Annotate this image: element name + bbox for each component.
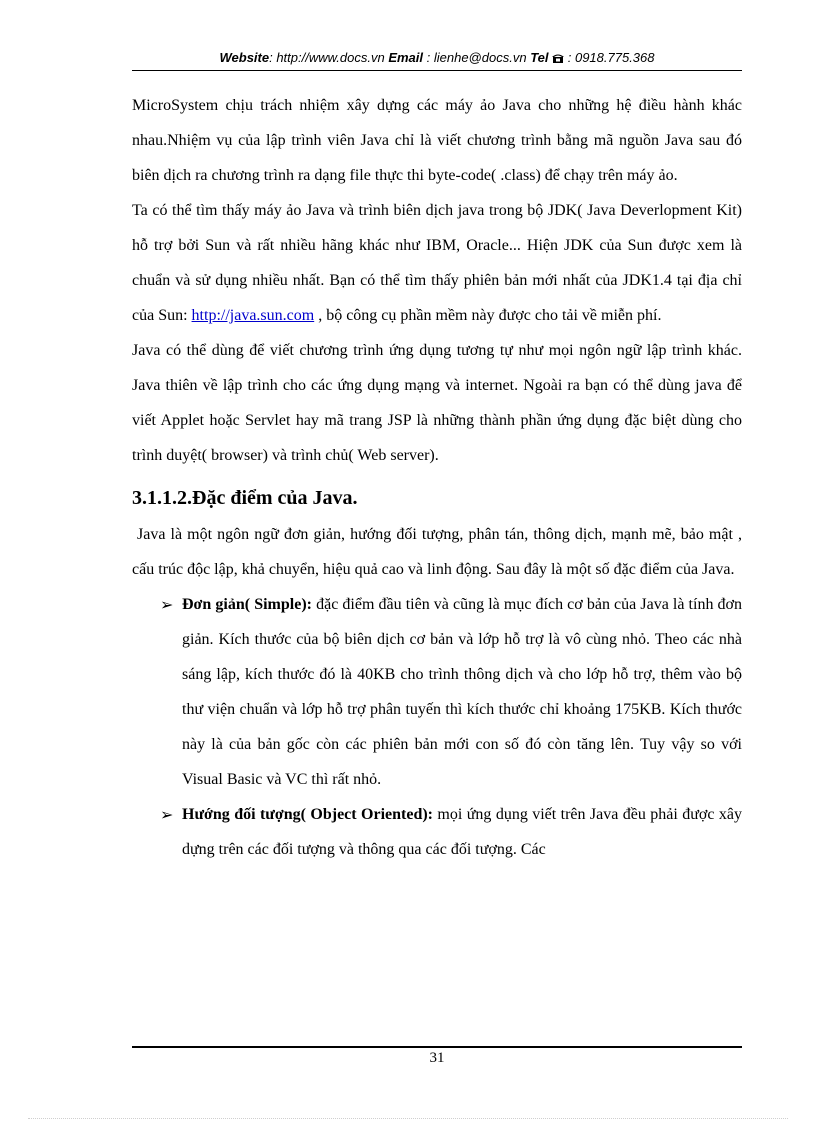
document-body — [132, 88, 742, 867]
tel-label: Tel — [530, 50, 549, 65]
website-value: : http://www.docs.vn — [269, 50, 385, 65]
bullet-text: mọi ứng dụng viết trên Java đều phải được xây dựng trên các đối tượng và thông qua các đối tượng. Các — [182, 806, 743, 858]
footer-divider — [132, 1046, 742, 1048]
paragraph-2-text-end: , bộ công cụ phần mềm này được cho tải về miễn phí. — [314, 307, 662, 324]
email-label: Email — [388, 50, 424, 65]
section-heading: 3.1.1.2.Đặc điểm của Java. — [132, 487, 358, 509]
bullet-item-object-oriented — [132, 797, 742, 867]
header-divider — [132, 70, 742, 71]
page-edge-divider — [28, 1118, 788, 1119]
paragraph-3: Java có thể dùng để viết chương trình ứng dụng tương tự như mọi ngôn ngữ lập trình khác. Java thiên về lập trình cho các ứng dụng mạng và internet. Ngoài ra bạn có thể dùng java để viết Applet hoặc Servlet hay mã trang JSP là những thành phần ứng dụng đặc biệt dùng cho trình duyệt( browser) và trình chủ( Web server). — [132, 342, 742, 464]
bullet-item-simple — [132, 587, 742, 797]
bullet-term: Hướng đối tượng( Object Oriented): — [182, 806, 434, 823]
email-value: : lienhe@docs.vn — [426, 50, 527, 65]
bullet-text: đặc điểm đầu tiên và cũng là mục đích cơ bản của Java là tính đơn giản. Kích thước của bộ biên dịch cơ bản và lớp hỗ trợ là vô cùng nhỏ. Theo các nhà sáng lập, kích thước đó là 40KB cho trình thông dịch và cho lớp hỗ trợ, thêm vào bộ thư viện chuẩn và lớp hỗ trợ phân tuyến thì kích thước chỉ khoảng 175KB. Kích thước này là của bản gốc còn các phiên bản mới con số đó còn tăng lên. Tuy vậy so với Visual Basic và VC thì rất nhỏ. — [182, 596, 743, 788]
paragraph-2 — [132, 193, 742, 333]
tel-value: : 0918.775.368 — [567, 50, 655, 65]
java-sun-link[interactable]: http://java.sun.com — [191, 307, 315, 324]
website-label: Website — [219, 50, 270, 65]
paragraph-4: Java là một ngôn ngữ đơn giản, hướng đối tượng, phân tán, thông dịch, mạnh mẽ, bảo mật , cấu trúc độc lập, khả chuyển, hiệu quả cao và linh động. Sau đây là một số đặc điểm của Java. — [132, 526, 742, 578]
arrow-bullet-icon: ➢ — [160, 595, 174, 614]
arrow-bullet-icon: ➢ — [160, 805, 174, 824]
page-number: 31 — [429, 1050, 445, 1066]
paragraph-2-text-start: Ta có thể tìm thấy máy ảo Java và trình biên dịch java trong bộ JDK( Java Deverlopment Kit) hỗ trợ bởi Sun và rất nhiều hãng khác như IBM, Oracle... Hiện JDK của Sun được xem là chuẩn và sử dụng nhiều nhất. Bạn có thể tìm thấy phiên bản mới nhất của JDK1.4 tại địa chỉ của Sun: — [132, 202, 742, 324]
bullet-term: Đơn giản( Simple): — [182, 596, 312, 613]
paragraph-1: MicroSystem chịu trách nhiệm xây dựng các máy ảo Java cho những hệ điều hành khác nhau.Nhiệm vụ của lập trình viên Java chỉ là viết chương trình bằng mã nguồn Java sau đó biên dịch ra chương trình ra dạng file thực thi byte-code( .class) để chạy trên máy ảo. — [132, 97, 742, 184]
page-header — [132, 50, 742, 65]
phone-icon — [552, 50, 568, 65]
